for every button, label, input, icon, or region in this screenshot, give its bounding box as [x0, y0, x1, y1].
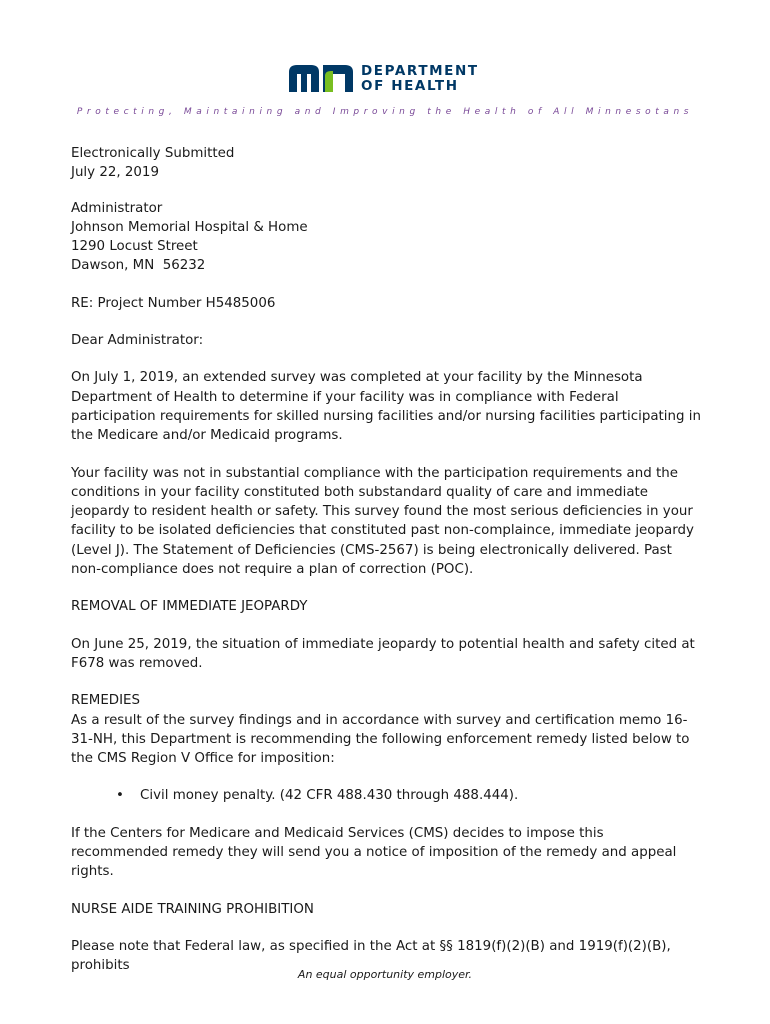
- paragraph-6: Please note that Federal law, as specified in the Act at §§ 1819(f)(2)(B) and 1919(f)(2)(B), prohibits: [71, 938, 671, 974]
- bullet-icon: •: [116, 788, 124, 804]
- tagline: Protecting, Maintaining and Improving the Health of All Minnesotans: [76, 107, 694, 117]
- submission-line: Electronically Submitted: [71, 146, 235, 161]
- paragraph-3: On June 25, 2019, the situation of immediate jeopardy to potential health and safety cited at F678 was removed.: [71, 636, 695, 671]
- salutation: Dear Administrator:: [71, 333, 204, 349]
- logo-line-2: OF HEALTH: [361, 78, 459, 94]
- heading-removal: REMOVAL OF IMMEDIATE JEOPARDY: [71, 599, 308, 615]
- paragraph-5: If the Centers for Medicare and Medicaid Services (CMS) decides to impose this recommended remedy they will send you a notice of imposition of the remedy and appeal rights.: [71, 825, 677, 880]
- footer-text: An equal opportunity employer.: [297, 968, 473, 981]
- recipient-line: Johnson Memorial Hospital & Home: [71, 219, 308, 235]
- bullet-text: Civil money penalty. (42 CFR 488.430 through 488.444).: [140, 788, 519, 804]
- paragraph-4: As a result of the survey findings and in accordance with survey and certification memo 16-31-NH, this Department is recommending the following enforcement remedy listed below to the CMS Region V Office for imposition:: [71, 712, 690, 767]
- recipient-line: Administrator: [71, 200, 163, 216]
- logo-line-1: DEPARTMENT: [361, 63, 479, 79]
- recipient-line: Dawson, MN 56232: [71, 258, 206, 274]
- paragraph-1: On July 1, 2019, an extended survey was completed at your facility by the Minnesota Department of Health to determine if your facility was in compliance with Federal participation requirements for skilled nursing facilities and/or nursing facilities participating in the Medicare and/or Medicaid programs.: [71, 370, 701, 444]
- letter-body: [71, 144, 701, 976]
- paragraph-2: Your facility was not in substantial compliance with the participation requirements and the conditions in your facility constituted both substandard quality of care and immediate jeopardy to resident health or safety. This survey found the most serious deficiencies in your facility to be isolated deficiencies that constituted past non-complaince, immediate jeopardy (Level J). The Statement of Deficiencies (CMS-2567) is being electronically delivered. Past non-compliance does not require a plan of correction (POC).: [71, 465, 694, 578]
- recipient-address: [71, 199, 701, 276]
- heading-remedies: REMEDIES: [71, 693, 140, 709]
- letter-date: July 22, 2019: [71, 165, 159, 181]
- mdh-logo: [289, 62, 489, 96]
- logo-wordmark: [361, 64, 479, 94]
- re-line: RE: Project Number H5485006: [71, 295, 276, 311]
- heading-nurse-aide: NURSE AIDE TRAINING PROHIBITION: [71, 901, 314, 917]
- mn-logo-icon: [289, 62, 355, 92]
- recipient-line: 1290 Locust Street: [71, 239, 198, 255]
- bullet-item: [71, 786, 701, 805]
